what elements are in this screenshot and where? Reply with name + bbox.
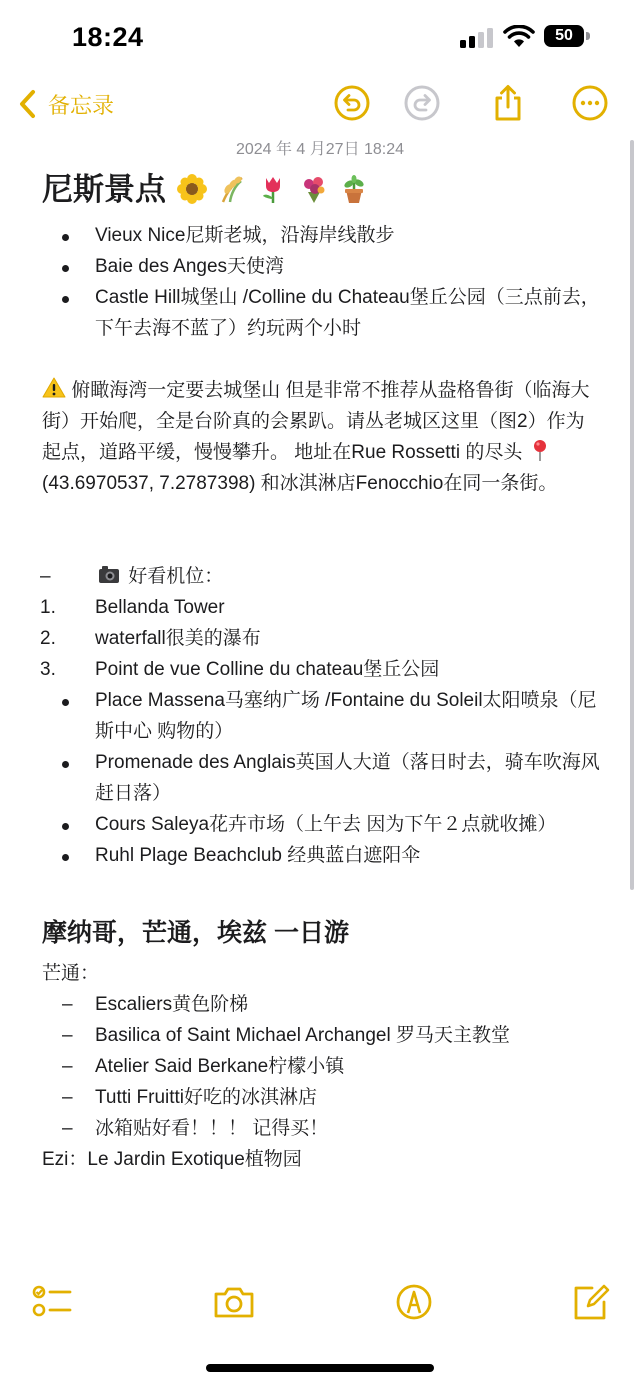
list-item: – Basilica of Saint Michael Archangel 罗马天主教堂 — [62, 1025, 510, 1046]
list-item: – Escaliers黄色阶梯 — [62, 994, 249, 1015]
home-indicator[interactable] — [206, 1364, 434, 1372]
warning-paragraph — [42, 375, 602, 499]
list-item-text: waterfall很美的瀑布 — [95, 628, 261, 649]
map-pin-icon — [528, 438, 552, 462]
nav-bar — [0, 80, 640, 130]
menton-label: 芒通： — [42, 963, 100, 984]
compose-button[interactable] — [570, 1280, 614, 1324]
more-button[interactable] — [570, 83, 610, 123]
status-time: 18:24 — [72, 22, 144, 52]
markup-pen-icon — [392, 1280, 436, 1324]
checklist-button[interactable] — [30, 1280, 74, 1324]
cellular-signal-icon — [460, 28, 494, 48]
rice-ear-emoji-icon — [217, 174, 247, 204]
battery-level: 50 — [544, 25, 584, 47]
attractions-list — [42, 220, 602, 344]
list-item — [42, 685, 602, 747]
battery-icon — [544, 25, 590, 49]
list-item — [42, 251, 602, 282]
eze-line: Ezi：Le Jardin Exotique植物园 — [42, 1149, 302, 1170]
list-item: 2. waterfall很美的瀑布 — [40, 628, 261, 649]
spots-numbered-list — [42, 592, 602, 685]
bouquet-emoji-icon — [299, 174, 329, 204]
checklist-icon — [30, 1280, 74, 1324]
list-item — [42, 220, 602, 251]
warning-coordinates: (43.6970537, 7.2787398) 和冰淇淋店Fenocchio在同一条街。 — [42, 473, 558, 494]
status-bar — [0, 0, 640, 72]
list-item-text: Escaliers黄色阶梯 — [95, 994, 249, 1015]
note-body[interactable] — [42, 168, 602, 1175]
list-item-text: 冰箱贴好看！！！ 记得买！ — [95, 1118, 329, 1139]
warning-icon — [42, 376, 66, 400]
list-item — [42, 840, 602, 871]
share-button[interactable] — [488, 83, 528, 123]
bottom-toolbar — [0, 1280, 640, 1324]
list-item — [42, 282, 602, 344]
spots-header: – 好看机位： — [42, 561, 602, 592]
list-item-text: Cours Saleya花卉市场（上午去 因为下午２点就收摊） — [95, 814, 557, 835]
menton-list — [42, 989, 602, 1144]
potted-plant-emoji-icon — [339, 174, 369, 204]
sunflower-emoji-icon — [177, 174, 207, 204]
list-item-text: Bellanda Tower — [95, 597, 225, 618]
list-item-text: Atelier Said Berkane柠檬小镇 — [95, 1056, 345, 1077]
list-item: – 冰箱贴好看！！！ 记得买！ — [62, 1118, 329, 1139]
ellipsis-icon — [570, 83, 610, 123]
list-item-text: Ruhl Plage Beachclub 经典蓝白遮阳伞 — [95, 845, 421, 866]
camera-icon — [212, 1280, 256, 1324]
chevron-left-icon — [18, 89, 38, 119]
section-heading: 摩纳哥，芒通，埃兹 一日游 — [42, 919, 349, 947]
note-title-text: 尼斯景点 — [42, 172, 166, 207]
redo-button[interactable] — [402, 83, 442, 123]
camera-emoji-icon — [95, 562, 123, 586]
list-item: 3. Point de vue Colline du chateau堡丘公园 — [40, 659, 440, 680]
list-item-text: Point de vue Colline du chateau堡丘公园 — [95, 659, 440, 680]
list-item-text: Vieux Nice尼斯老城，沿海岸线散步 — [95, 225, 395, 246]
spots-bullet-list — [42, 685, 602, 871]
list-item: 1. Bellanda Tower — [40, 597, 225, 618]
list-item — [42, 747, 602, 809]
warning-text: 俯瞰海湾一定要去城堡山 但是非常不推荐从盎格鲁街（临海大街）开始爬，全是台阶真的会累趴。请丛老城区这里（图2）作为起点，道路平缓，慢慢攀升。 地址在Rue Rossetti 的尽头 — [42, 380, 590, 463]
back-button[interactable] — [18, 86, 114, 122]
share-icon — [488, 83, 528, 123]
list-item-text: Tutti Fruitti好吃的冰淇淋店 — [95, 1087, 318, 1108]
tulip-emoji-icon — [258, 174, 288, 204]
list-item: – Tutti Fruitti好吃的冰淇淋店 — [62, 1087, 318, 1108]
note-title — [42, 168, 602, 212]
back-label: 备忘录 — [48, 92, 115, 118]
camera-button[interactable] — [212, 1280, 256, 1324]
list-item-text: Castle Hill城堡山 /Colline du Chateau堡丘公园（三点前去，下午去海不蓝了）约玩两个小时 — [95, 287, 600, 339]
list-item-text: Place Massena马塞纳广场 /Fontaine du Soleil太阳喷泉（尼斯中心 购物的） — [95, 690, 597, 742]
undo-button[interactable] — [332, 83, 372, 123]
compose-icon — [570, 1280, 614, 1324]
note-date: 2024 年 4 月27日 18:24 — [235, 141, 405, 158]
undo-icon — [332, 83, 372, 123]
list-item-text: Baie des Anges天使湾 — [95, 256, 285, 277]
list-item-text: Basilica of Saint Michael Archangel 罗马天主教堂 — [95, 1025, 510, 1046]
scrollbar[interactable] — [630, 140, 634, 890]
redo-icon — [402, 83, 442, 123]
spots-header-text: 好看机位： — [128, 566, 224, 587]
list-item — [42, 809, 602, 840]
list-item-text: Promenade des Anglais英国人大道（落日时去，骑车吹海风赶日落） — [95, 752, 600, 804]
markup-button[interactable] — [392, 1280, 436, 1324]
wifi-icon — [503, 25, 535, 49]
list-item: – Atelier Said Berkane柠檬小镇 — [62, 1056, 345, 1077]
